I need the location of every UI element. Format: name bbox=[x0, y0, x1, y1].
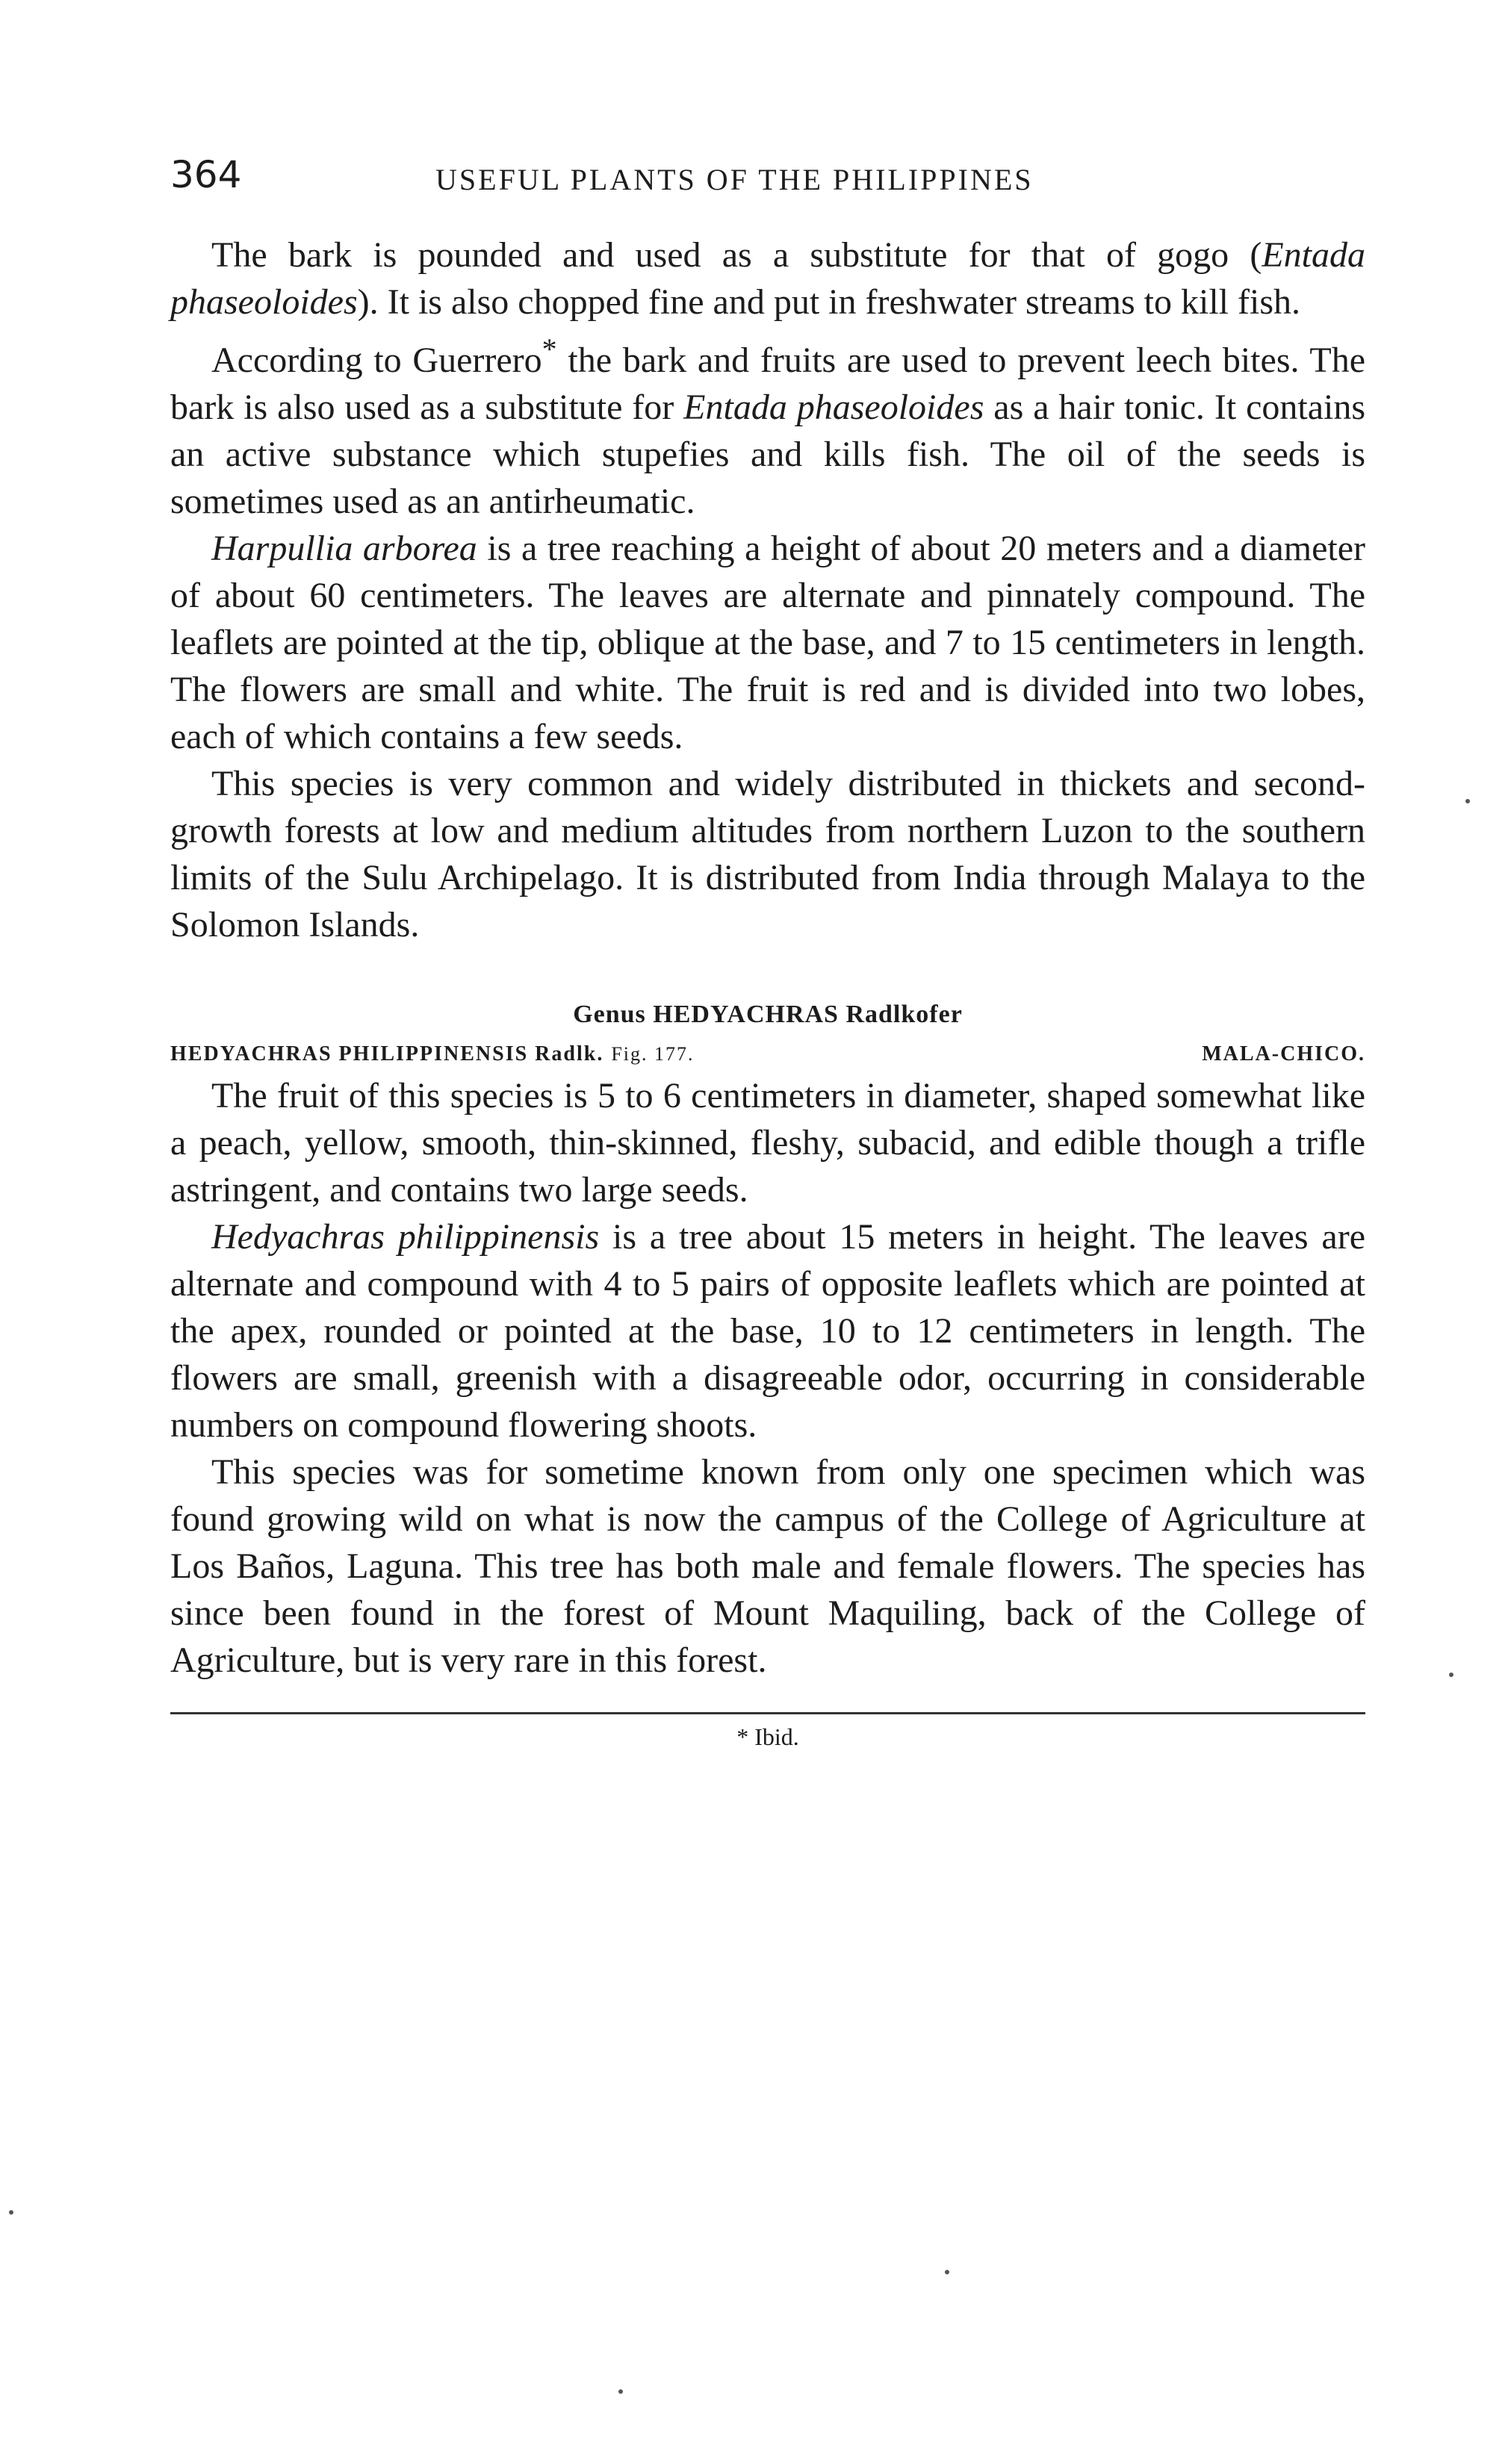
scan-speck bbox=[1449, 1673, 1453, 1677]
figure-reference: Fig. 177. bbox=[611, 1043, 695, 1065]
scan-speck bbox=[9, 2210, 13, 2215]
species-common-name: MALA-CHICO. bbox=[1202, 1042, 1365, 1065]
paragraph-fruit: The fruit of this species is 5 to 6 centimeters in diameter, shaped somewhat like a peach, yellow, smooth, thin-skinned, fleshy, subacid, and edible though a trifle astringent, and contains two large seeds. bbox=[170, 1076, 1365, 1210]
text-run: is a tree reaching a height of about 20 meters and a diameter of about 60 centimeters. The leaves are alternate and pinnately compound. The leaflets are pointed at the tip, oblique at the base, and 7 to 15 centimeters in length. The flowers are small and white. The fruit is red and is divided into two lobes, each of which contains a few seeds. bbox=[170, 529, 1366, 756]
paragraph-gogo-substitute bbox=[170, 231, 1365, 326]
paragraph-hedyachras bbox=[170, 1213, 1365, 1449]
text-run: According to Guerrero bbox=[211, 340, 542, 380]
text-run: is a tree about 15 meters in height. The leaves are alternate and compound with 4 to 5 pairs of opposite leaflets which are pointed at the apex, rounded or pointed at the base, 10 to 12 centimeters in length. The flowers are small, greenish with a disagreeable odor, occurring in considerable numbers on compound flowering shoots. bbox=[170, 1217, 1365, 1445]
paragraph-specimen: This species was for sometime known from only one specimen which was found growing wild on what is now the campus of the College of Agriculture at Los Baños, Laguna. This tree has both male and female flowers. The species has since been found in the forest of Mount Maquiling, back of the College of Agriculture, but is very rare in this forest. bbox=[170, 1452, 1365, 1680]
genus-heading: Genus HEDYACHRAS Radlkofer bbox=[573, 1001, 963, 1028]
paragraph-guerrero bbox=[170, 326, 1365, 525]
footnote: * Ibid. bbox=[736, 1723, 799, 1750]
text-run: as a hair tonic. It contains an active substance which stupefies and kills fish. The oil of the seeds is sometimes used as an antirheumatic. bbox=[170, 388, 1366, 521]
text-run: the bark and fruits are used to prevent leech bites. The bark is also used as a substitute for bbox=[170, 340, 1366, 427]
footnote-marker: * bbox=[542, 332, 557, 366]
paragraph-harpullia bbox=[170, 525, 1365, 760]
page-body bbox=[170, 231, 1365, 1751]
paragraph-distribution: This species is very common and widely distributed in thickets and second-growth forests at low and medium altitudes from northern Luzon to the southern limits of the Sulu Archipelago. It is distributed from India through Malaya to the Solomon Islands. bbox=[170, 764, 1365, 945]
species-name: Entada phaseoloides bbox=[170, 235, 1365, 322]
running-title: USEFUL PLANTS OF THE PHILIPPINES bbox=[435, 163, 1034, 196]
species-heading-left bbox=[170, 1042, 695, 1066]
scan-speck bbox=[945, 2270, 949, 2274]
footnote-rule bbox=[170, 1712, 1365, 1714]
scan-speck bbox=[1465, 799, 1470, 803]
species-name: Entada phaseoloides bbox=[683, 388, 984, 427]
species-heading bbox=[170, 1042, 1365, 1066]
species-name: Hedyachras philippinensis bbox=[211, 1217, 600, 1257]
text-run: ). It is also chopped fine and put in freshwater streams to kill fish. bbox=[357, 282, 1301, 322]
page-header bbox=[170, 153, 1365, 205]
text-run: The bark is pounded and used as a substitute for that of gogo ( bbox=[211, 235, 1262, 275]
species-name: Harpullia arborea bbox=[211, 529, 477, 568]
species-latin-name: HEDYACHRAS PHILIPPINENSIS Radlk. bbox=[170, 1042, 604, 1065]
scan-speck bbox=[618, 2389, 623, 2394]
page-number: 364 bbox=[170, 153, 242, 196]
